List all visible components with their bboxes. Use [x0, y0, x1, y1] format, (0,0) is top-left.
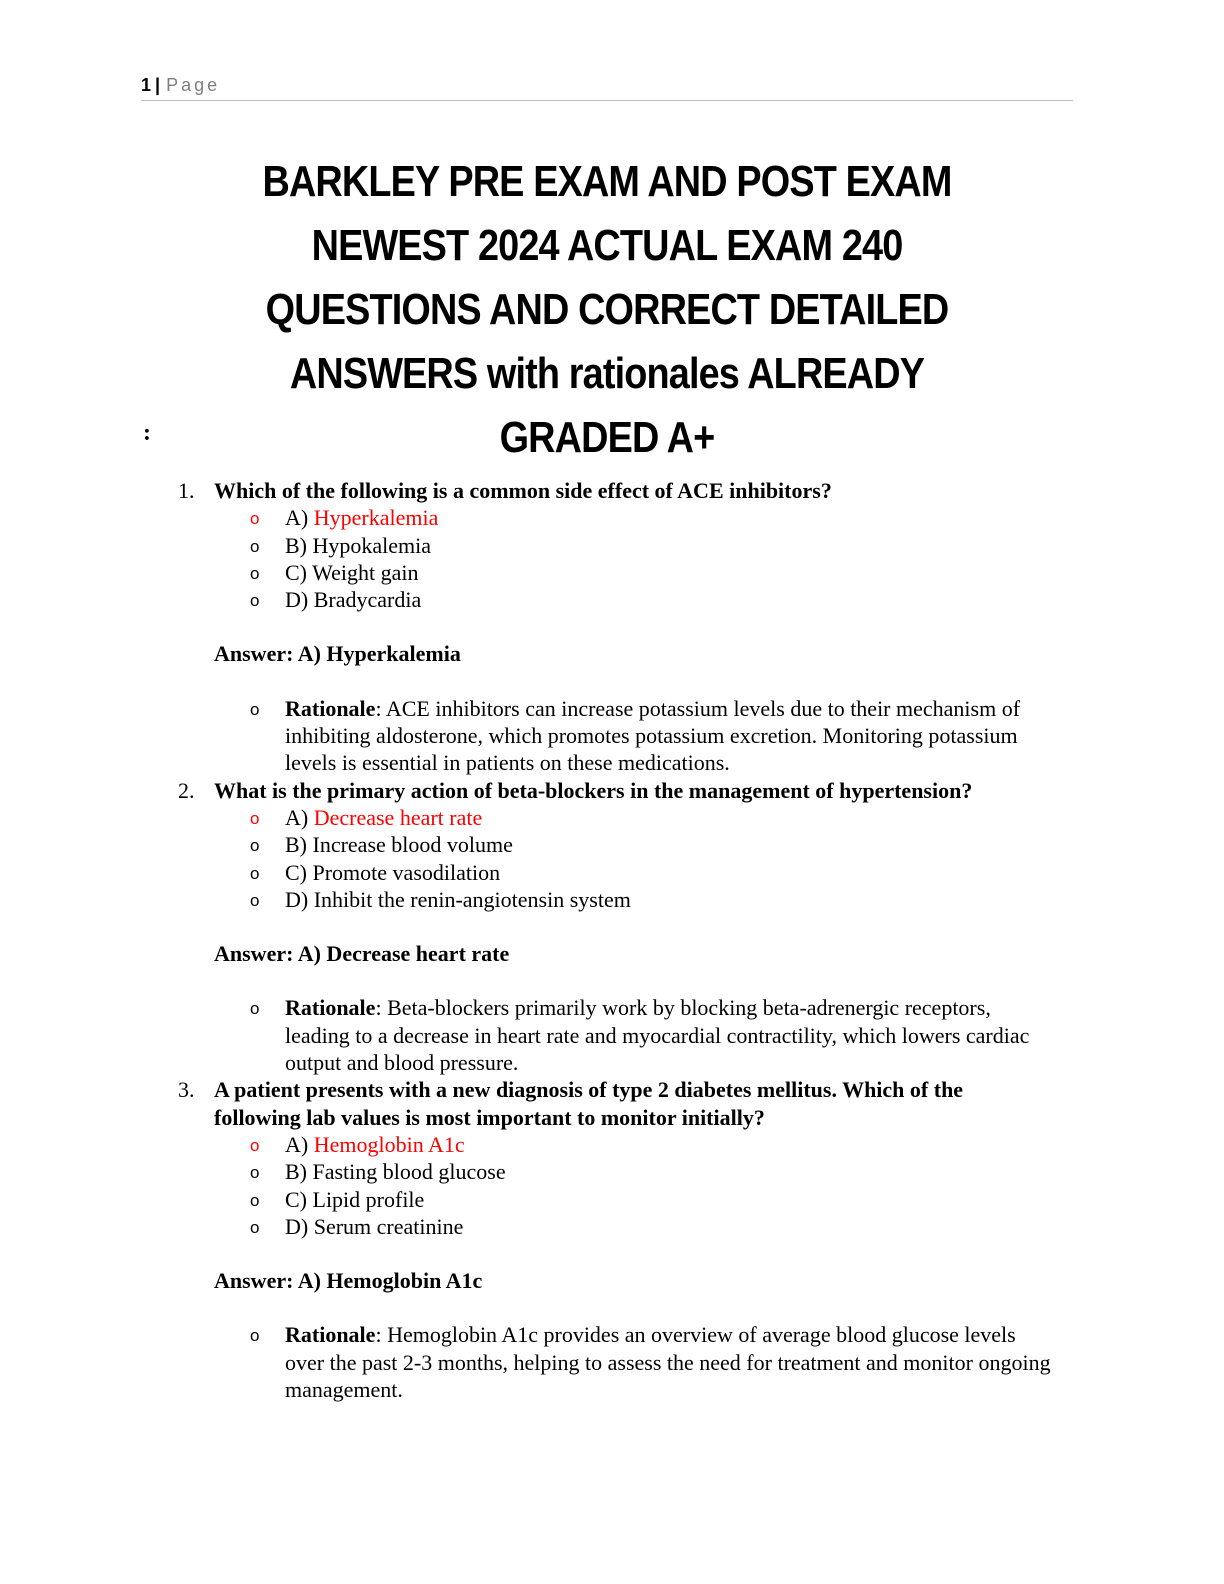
option-a	[214, 504, 1224, 531]
bullet-icon: o	[250, 699, 260, 719]
option-text: Decrease heart rate	[313, 804, 483, 830]
question-number: 1.	[178, 478, 195, 503]
rationale-label: Rationale	[285, 1322, 376, 1348]
option-letter: C)	[285, 559, 307, 585]
option-letter: D)	[285, 587, 309, 613]
option-text: Hemoglobin A1c	[313, 1131, 465, 1157]
option-letter: C)	[285, 1186, 307, 1212]
option-list	[214, 1131, 1224, 1240]
bullet-icon: o	[250, 1217, 260, 1237]
option-letter: A)	[285, 1131, 309, 1157]
question-text: What is the primary action of beta-blockers in the management of hypertension?	[214, 777, 973, 803]
option-c	[214, 559, 1224, 586]
option-b	[214, 532, 1224, 559]
question-2	[0, 777, 1224, 1077]
rationale	[214, 1321, 1060, 1403]
option-letter: C)	[285, 859, 307, 885]
colon-mark: :	[143, 420, 151, 446]
option-text: Serum creatinine	[313, 1213, 464, 1239]
page-number: 1	[141, 75, 152, 95]
question-text: Which of the following is a common side effect of ACE inhibitors?	[214, 478, 832, 503]
option-letter: B)	[285, 1159, 307, 1185]
bullet-icon: o	[250, 1190, 260, 1210]
option-d	[214, 886, 1224, 913]
document-title: BARKLEY PRE EXAM AND POST EXAM NEWEST 2024 ACTUAL EXAM 240 QUESTIONS AND CORRECT DETAILED ANSWERS with rationales ALREADY GRADED A+	[262, 157, 952, 462]
option-text: Inhibit the renin-angiotensin system	[313, 886, 631, 912]
page-word: Page	[166, 75, 221, 95]
option-d	[214, 586, 1224, 613]
option-a	[214, 804, 1224, 831]
bullet-icon: o	[250, 509, 260, 529]
option-list	[214, 504, 1224, 613]
option-text: Increase blood volume	[312, 832, 513, 858]
rationale-text: : Beta-blockers primarily work by blocking beta-adrenergic receptors, leading to a decrease in heart rate and myocardial contractility, which lowers cardiac output and blood pressure.	[285, 995, 1030, 1076]
bullet-icon: o	[250, 591, 260, 611]
option-a	[214, 1131, 1224, 1158]
page-separator: |	[155, 75, 161, 95]
bullet-icon: o	[250, 563, 260, 583]
question-number: 2.	[178, 777, 195, 803]
question-number: 3.	[178, 1077, 195, 1103]
bullet-icon: o	[250, 1326, 260, 1346]
option-letter: B)	[285, 832, 307, 858]
bullet-icon: o	[250, 890, 260, 910]
option-text: Fasting blood glucose	[312, 1159, 506, 1185]
option-list	[214, 804, 1224, 913]
bullet-icon: o	[250, 999, 260, 1019]
rationale	[214, 695, 1060, 777]
option-letter: D)	[285, 886, 309, 912]
option-text: Hyperkalemia	[313, 505, 439, 531]
option-b	[214, 1158, 1224, 1185]
option-letter: A)	[285, 505, 309, 531]
bullet-icon: o	[250, 863, 260, 883]
option-c	[214, 859, 1224, 886]
option-text: Bradycardia	[313, 587, 422, 613]
page-header	[141, 74, 1073, 101]
question-3	[0, 1076, 1224, 1403]
rationale-label: Rationale	[285, 695, 376, 721]
bullet-icon: o	[250, 1163, 260, 1183]
bullet-icon: o	[250, 808, 260, 828]
rationale-text: : ACE inhibitors can increase potassium levels due to their mechanism of inhibiting aldosterone, which promotes potassium excretion. Monitoring potassium levels is essential in patients on these medications.	[285, 695, 1021, 776]
rationale-label: Rationale	[285, 995, 376, 1021]
question-1	[0, 477, 1224, 777]
option-letter: A)	[285, 804, 309, 830]
option-text: Lipid profile	[312, 1186, 425, 1212]
answer-line: Answer: A) Hemoglobin A1c	[214, 1268, 483, 1294]
option-b	[214, 831, 1224, 858]
bullet-icon: o	[250, 536, 260, 556]
option-letter: B)	[285, 532, 307, 558]
option-c	[214, 1186, 1224, 1213]
rationale	[214, 994, 1060, 1076]
option-text: Weight gain	[312, 559, 419, 585]
option-d	[214, 1213, 1224, 1240]
answer-line: Answer: A) Decrease heart rate	[214, 941, 510, 967]
option-letter: D)	[285, 1213, 309, 1239]
question-list	[0, 477, 1224, 1403]
answer-line: Answer: A) Hyperkalemia	[214, 641, 461, 667]
option-text: Hypokalemia	[312, 532, 432, 558]
bullet-icon: o	[250, 1135, 260, 1155]
option-text: Promote vasodilation	[312, 859, 501, 885]
rationale-text: : Hemoglobin A1c provides an overview of average blood glucose levels over the past 2-3 months, helping to assess the need for treatment and monitor ongoing management.	[285, 1322, 1051, 1403]
question-text: A patient presents with a new diagnosis of type 2 diabetes mellitus. Which of the following lab values is most important to monitor initially?	[214, 1077, 964, 1130]
bullet-icon: o	[250, 836, 260, 856]
